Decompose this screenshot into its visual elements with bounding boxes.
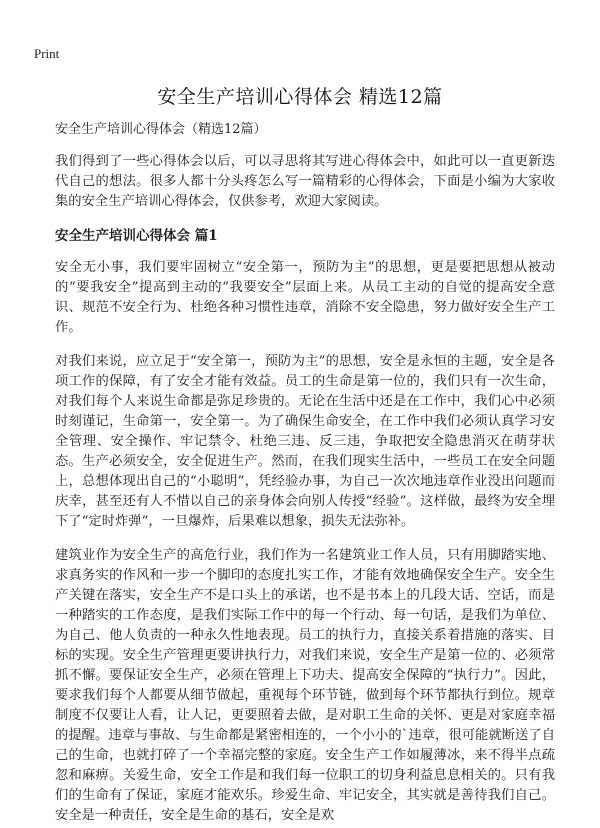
- print-link[interactable]: Print: [34, 46, 60, 61]
- intro-paragraph: 我们得到了一些心得体会以后，可以寻思将其写进心得体会中，如此可以一直更新迭代自己的想法。很多人都十分头疼怎么写一篇精彩的心得体会，下面是小编为大家收集的安全生产培训心得体会，仅供参考，欢迎大家阅读。: [55, 154, 555, 209]
- article-subtitle: 安全生产培训心得体会（精选12篇）: [55, 122, 267, 137]
- article-paragraph-3: 建筑业作为安全生产的高危行业，我们作为一名建筑业工作人员，只有用脚踏实地、求真务实的作风和一步一个脚印的态度扎实工作，才能有效地确保安全生产。安全生产关键在落实，安全生产不是口头上的承诺，也不是书本上的几段大话、空话，而是一种踏实的工作态度，是我们实际工作中的每一个行动、每一句话，是我们为单位、为自己、他人负责的一种永久性地表现。员工的执行力，直接关系着措施的落实、目标的实现。安全生产管理更要讲执行力，对我们来说，安全生产是第一位的、必须常抓不懈。要保证安全生产，必须在管理上下功夫、提高安全保障的“执行力”。因此，要求我们每个人都要从细节做起，重视每个环节链，做到每个环节都执行到位。规章制度不仅要让人看，让人记，更要照着去做，是对职工生命的关怀、更是对家庭幸福的提醒。违章与事故、与生命都是紧密相连的，一个小小的`违章，很可能就断送了自己的生命，也就打碎了一个幸福完整的家庭。安全生产工作如履薄冰，来不得半点疏忽和麻痹。关爱生命，安全工作是和我们每一位职工的切身利益息息相关的。只有我们的生命有了保证，家庭才能欢乐。珍爱生命、牢记安全，其实就是善待我们自己。安全是一种责任，安全是生命的基石，安全是欢: [55, 548, 555, 823]
- section-heading: 安全生产培训心得体会 篇1: [55, 228, 218, 244]
- article-paragraph-2: 对我们来说，应立足于“安全第一，预防为主”的思想，安全是永恒的主题，安全是各项工作的保障，有了安全才能有效益。员工的生命是第一位的，我们只有一次生命，对我们每个人来说生命都是弥足珍贵的。无论在生活中还是在工作中，我们心中必须时刻谨记，生命第一，安全第一。为了确保生命安全，在工作中我们必须认真学习安全管理、安全操作、牢记禁令、杜绝三违、反三违，争取把安全隐患消灭在萌芽状态。生产必须安全，安全促进生产。然而，在我们现实生活中，一些员工在安全问题上，总想体现出自己的“小聪明”，凭经验办事，为自己一次次地违章作业没出问题而庆幸，甚至还有人不惜以自己的亲身体会向别人传授“经验”。这样做，最终为安全埋下了“定时炸弹”，一旦爆炸，后果难以想象，损失无法弥补。: [55, 354, 555, 529]
- page-title: 安全生产培训心得体会 精选12篇: [157, 86, 443, 108]
- article-paragraph-1: 安全无小事，我们要牢固树立“安全第一，预防为主”的思想，更是要把思想从被动的“要我安全”提高到主动的“我要安全”层面上来。从员工主动的自觉的提高安全意识、规范不安全行为、杜绝各种习惯性违章，消除不安全隐患，努力做好安全生产工作。: [55, 260, 555, 335]
- article-body: [55, 120, 555, 828]
